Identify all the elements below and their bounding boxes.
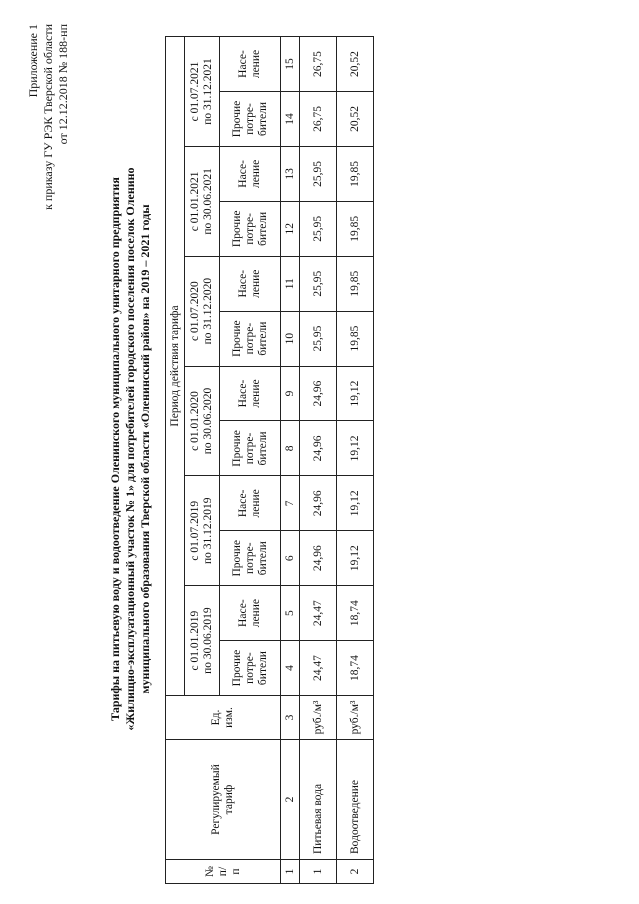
tariff-value: 24,96	[300, 421, 337, 476]
table-row-drinking-water	[300, 37, 337, 884]
col-number: 11	[281, 256, 300, 311]
tariff-value: 24,96	[300, 476, 337, 531]
tariff-value: 24,47	[300, 586, 337, 641]
header-row-period	[166, 37, 185, 884]
header-period-5: с 01.01.2021 по 30.06.2021	[185, 146, 220, 256]
header-population: Насе- ление	[220, 146, 281, 201]
appendix-note	[26, 24, 71, 210]
document-title	[108, 104, 153, 794]
row-num: 2	[337, 860, 374, 884]
header-period-6: с 01.07.2021 по 31.12.2021	[185, 37, 220, 147]
tariff-value: 25,95	[300, 146, 337, 201]
appendix-line-3: от 12.12.2018 № 188-нп	[56, 24, 70, 145]
tariff-value: 20,52	[337, 37, 374, 92]
tariff-table	[165, 36, 374, 884]
tariff-value: 26,75	[300, 37, 337, 92]
tariff-value: 18,74	[337, 641, 374, 696]
header-period: Период действия тарифа	[166, 37, 185, 696]
col-number: 8	[281, 421, 300, 476]
col-number: 2	[281, 740, 300, 860]
header-period-1: с 01.01.2019 по 30.06.2019	[185, 586, 220, 696]
header-population: Насе- ление	[220, 366, 281, 421]
header-other: Прочие потре- бители	[220, 92, 281, 147]
col-number: 9	[281, 366, 300, 421]
tariff-value: 19,85	[337, 256, 374, 311]
row-num: 1	[300, 860, 337, 884]
header-period-4: с 01.07.2020 по 31.12.2020	[185, 256, 220, 366]
col-number: 6	[281, 531, 300, 586]
col-number: 5	[281, 586, 300, 641]
col-number: 12	[281, 201, 300, 256]
col-number: 13	[281, 146, 300, 201]
header-period-3: с 01.01.2020 по 30.06.2020	[185, 366, 220, 476]
appendix-line-2: к приказу ГУ РЭК Тверской области	[41, 24, 55, 210]
row-unit: руб./м³	[337, 696, 374, 740]
col-number: 10	[281, 311, 300, 366]
title-line-1: Тарифы на питьевую воду и водоотведение Оленинского муниципального унитарного предприятия	[108, 177, 122, 721]
title-line-2: «Жилищно-эксплуатационный участок № 1» для потребителей городского поселения поселок Оленино	[123, 167, 137, 731]
tariff-value: 24,96	[300, 531, 337, 586]
column-number-row	[281, 37, 300, 884]
header-population: Насе- ление	[220, 256, 281, 311]
tariff-value: 19,85	[337, 311, 374, 366]
col-number: 4	[281, 641, 300, 696]
tariff-value: 24,47	[300, 641, 337, 696]
header-unit: Ед. изм.	[166, 696, 281, 740]
row-tariff-name: Питьевая вода	[300, 740, 337, 860]
col-number: 7	[281, 476, 300, 531]
tariff-value: 19,12	[337, 531, 374, 586]
col-number: 14	[281, 92, 300, 147]
header-other: Прочие потре- бители	[220, 311, 281, 366]
header-other: Прочие потре- бители	[220, 641, 281, 696]
tariff-value: 19,12	[337, 476, 374, 531]
tariff-value: 18,74	[337, 586, 374, 641]
header-population: Насе- ление	[220, 586, 281, 641]
tariff-value: 25,95	[300, 201, 337, 256]
header-population: Насе- ление	[220, 37, 281, 92]
header-period-2: с 01.07.2019 по 31.12.2019	[185, 476, 220, 586]
header-tariff: Регулируемый тариф	[166, 740, 281, 860]
header-population: Насе- ление	[220, 476, 281, 531]
col-number: 3	[281, 696, 300, 740]
tariff-value: 19,12	[337, 421, 374, 476]
title-line-3: муниципального образования Тверской области «Оленинский район» на 2019 – 2021 годы	[138, 204, 152, 694]
tariff-value: 20,52	[337, 92, 374, 147]
col-number: 1	[281, 860, 300, 884]
header-other: Прочие потре- бители	[220, 421, 281, 476]
tariff-value: 19,85	[337, 201, 374, 256]
row-unit: руб./м³	[300, 696, 337, 740]
tariff-value: 19,85	[337, 146, 374, 201]
appendix-line-1: Приложение 1	[26, 24, 40, 98]
header-other: Прочие потре- бители	[220, 531, 281, 586]
col-number: 15	[281, 37, 300, 92]
tariff-value: 26,75	[300, 92, 337, 147]
row-tariff-name: Водоотведение	[337, 740, 374, 860]
tariff-value: 19,12	[337, 366, 374, 421]
tariff-value: 25,95	[300, 256, 337, 311]
tariff-value: 24,96	[300, 366, 337, 421]
header-other: Прочие потре- бители	[220, 201, 281, 256]
tariff-value: 25,95	[300, 311, 337, 366]
header-num: № п/ п	[166, 860, 281, 884]
table-row-wastewater	[337, 37, 374, 884]
